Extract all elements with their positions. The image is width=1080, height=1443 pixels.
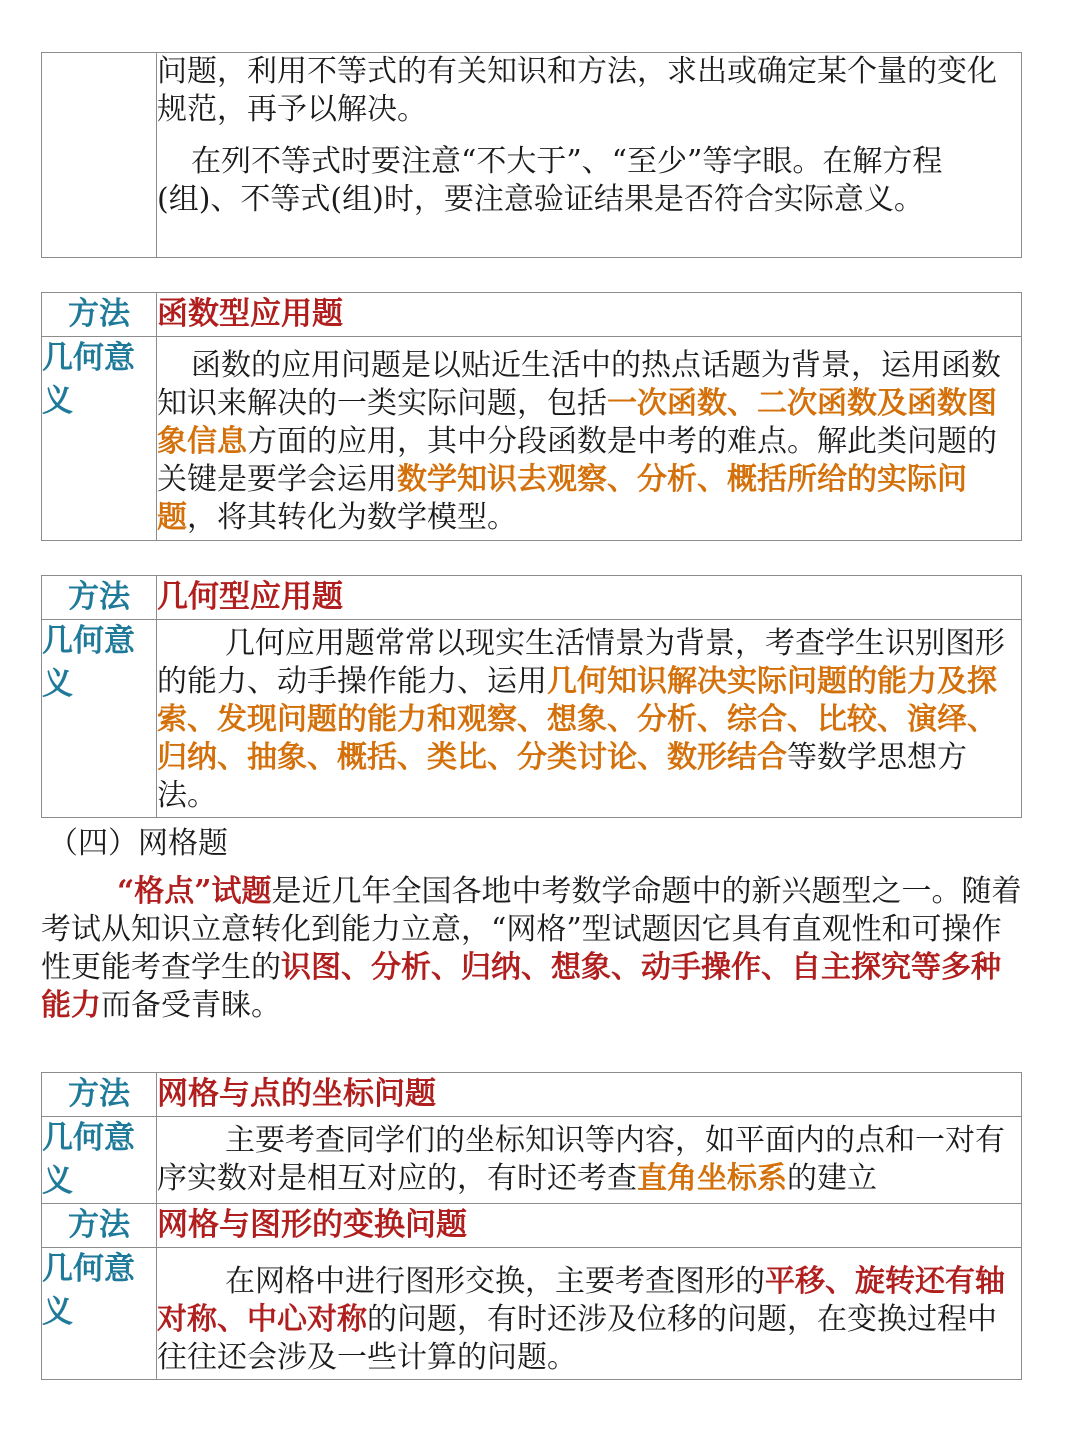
text-segment: 的建立 bbox=[787, 1161, 877, 1196]
section-heading: （四）网格题 bbox=[48, 826, 228, 861]
empty-label-cell bbox=[42, 53, 157, 258]
text-segment: 的问题，有时还涉及位移的问题，在变换过程中往往还会涉及一些计算的问题。 bbox=[157, 1302, 997, 1375]
method-title: 网格与图形的变换问题 bbox=[157, 1204, 1022, 1248]
text-segment: 在网格中进行图形交换，主要考查图形的 bbox=[225, 1264, 765, 1299]
function-paragraph bbox=[157, 347, 1021, 537]
section-paragraph bbox=[41, 873, 1022, 1025]
inequality-text-cell bbox=[157, 53, 1022, 258]
text-segment: 而备受青睐。 bbox=[101, 988, 281, 1023]
table-grid-problems bbox=[41, 1072, 1022, 1380]
method-label: 方法 bbox=[42, 1204, 157, 1248]
table-function-application bbox=[41, 292, 1022, 541]
meaning-label: 几何意义 bbox=[42, 1248, 157, 1380]
method-label: 方法 bbox=[42, 1073, 157, 1117]
text-segment: 等数学思想方法。 bbox=[157, 740, 967, 813]
text-segment: 方面的应用，其中分段函数是中考的难点。解此类问题的关键是要学会运用 bbox=[157, 424, 997, 497]
meaning-label: 几何意义 bbox=[42, 1117, 157, 1204]
highlight-orange: 直角坐标系 bbox=[637, 1161, 787, 1196]
text-segment: 函数的应用问题是以贴近生活中的热点话题为背景，运用函数知识来解决的一类实际问题，包括 bbox=[157, 348, 1001, 421]
meaning-label: 几何意义 bbox=[42, 337, 157, 541]
method-title: 网格与点的坐标问题 bbox=[157, 1073, 1022, 1117]
text-segment: 是近几年全国各地中考数学命题中的新兴题型之一。随着考试从知识立意转化到能力立意，“网格”型试题因它具有直观性和可操作性更能考查学生的 bbox=[41, 874, 1022, 985]
table-geometry-application bbox=[41, 575, 1022, 818]
table-inequality-continuation bbox=[41, 52, 1022, 258]
method-title: 函数型应用题 bbox=[157, 293, 1022, 337]
meaning-label: 几何意义 bbox=[42, 620, 157, 818]
method-label: 方法 bbox=[42, 576, 157, 620]
coordinate-paragraph bbox=[157, 1122, 1021, 1198]
method-title: 几何型应用题 bbox=[157, 576, 1022, 620]
transform-text-cell bbox=[157, 1248, 1022, 1380]
highlight-red: 识图、分析、归纳、想象、动手操作、自主探究等多种能力 bbox=[41, 950, 1001, 1023]
highlight-orange: 数学知识去观察、分析、概括所给的实际问题 bbox=[157, 462, 967, 535]
method-label: 方法 bbox=[42, 293, 157, 337]
highlight-orange: 一次函数、二次函数及函数图象信息 bbox=[157, 386, 997, 459]
coordinate-text-cell bbox=[157, 1117, 1022, 1204]
inequality-paragraph-1: 问题，利用不等式的有关知识和方法，求出或确定某个量的变化规范，再予以解决。 bbox=[157, 54, 997, 127]
text-segment: 几何应用题常常以现实生活情景为背景，考查学生识别图形的能力、动手操作能力、运用 bbox=[157, 626, 1005, 699]
highlight-red: 平移、旋转还有轴对称、中心对称 bbox=[157, 1264, 1005, 1337]
geometry-text-cell bbox=[157, 620, 1022, 818]
geometry-paragraph bbox=[157, 625, 1021, 815]
text-segment: 主要考查同学们的坐标知识等内容，如平面内的点和一对有序实数对是相互对应的，有时还考查 bbox=[157, 1123, 1005, 1196]
text-segment: ，将其转化为数学模型。 bbox=[187, 500, 517, 535]
transform-paragraph bbox=[157, 1263, 1021, 1377]
highlight-orange: 几何知识解决实际问题的能力及探索、发现问题的能力和观察、想象、分析、综合、比较、演绎、归纳、抽象、概括、类比、分类讨论、数形结合 bbox=[157, 664, 997, 775]
highlight-red: “格点”试题 bbox=[117, 874, 272, 909]
inequality-paragraph-2: 在列不等式时要注意“不大于”、“至少”等字眼。在解方程(组)、不等式(组)时，要注意验证结果是否符合实际意义。 bbox=[157, 144, 943, 217]
function-text-cell bbox=[157, 337, 1022, 541]
